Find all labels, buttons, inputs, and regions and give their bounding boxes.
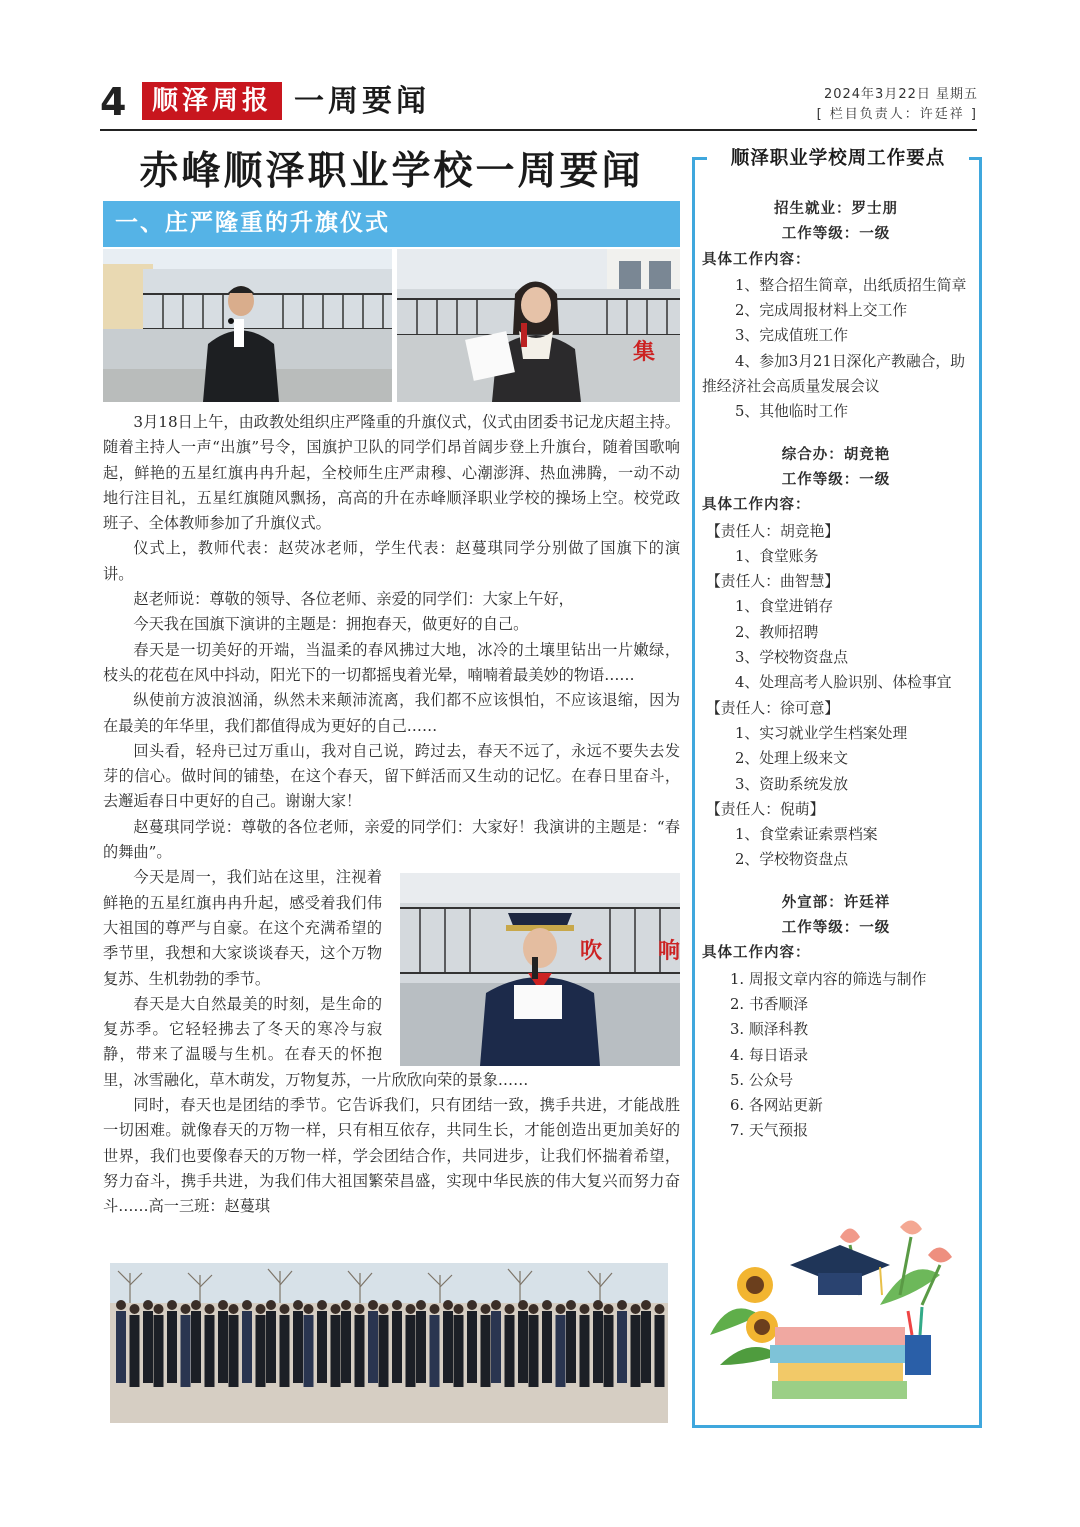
task-item: 5. 公众号 (730, 1071, 794, 1089)
books-and-flowers-illustration (700, 1215, 972, 1415)
article-paragraph: 纵使前方波浪汹涌，纵然未来颠沛流离，我们都不应该惧怕，不应该退缩，因为在最美的年华里，我们都值得成为更好的自己…… (103, 691, 680, 735)
svg-text:吹: 吹 (580, 939, 603, 964)
article-paragraph: 今天是周一，我们站在这里，注视着鲜艳的五星红旗冉冉升起，感受着我们伟大祖国的尊严与自豪。在这个充满希望的季节里，我想和大家谈谈春天，这个万物复苏、生机勃勃的季节。 (103, 868, 382, 988)
task-item: 2、完成周报材料上交工作 (735, 302, 908, 320)
task-item: 7. 天气预报 (730, 1122, 809, 1140)
responsible-person: 【责任人：胡竞艳】 (706, 522, 840, 540)
sidebar-title: 顺泽职业学校周工作要点 (730, 148, 946, 169)
task-item: 1、整合招生简章，出纸质招生简章 (735, 276, 967, 294)
dept-name: 招生就业：罗士朋 (774, 201, 898, 217)
responsible-person: 【责任人：曲智慧】 (706, 573, 840, 591)
article-paragraph: 春天是一切美好的开端，当温柔的春风拂过大地，冰冷的土壤里钻出一片嫩绿，枝头的花苞在风中抖动，阳光下的一切都摇曳着光晕，喃喃着最美妙的物语…… (103, 640, 680, 684)
article-paragraph: 回头看，轻舟已过万重山，我对自己说，跨过去，春天不远了，永远不要失去发芽的信心。做时间的铺垫，在这个春天，留下鲜活而又生动的记忆。在春日里奋斗，去邂逅春日中更好的自己。谢谢大家！ (103, 741, 680, 811)
work-level: 工作等级：一级 (781, 226, 891, 243)
responsible-person: 【责任人：徐可意】 (706, 699, 840, 717)
photo-student-uniform (400, 873, 680, 1066)
article-paragraph: 春天是大自然最美的时刻，是生命的复苏季。它轻轻拂去了冬天的寒冷与寂静，带来了温暖与生机。在春天的怀抱里，冰雪融化，草木萌发，万物复苏，一片欣欣向荣的景象…… (103, 994, 529, 1089)
dept-name: 综合办：胡竞艳 (781, 446, 891, 463)
page-number: 4 (100, 80, 127, 124)
work-level: 工作等级：一级 (781, 920, 891, 937)
content-label: 具体工作内容： (702, 497, 811, 514)
task-item: 4、参加3月21日深化产教融合，助推经济社会高质量发展会议 (702, 352, 966, 396)
task-item: 1、实习就业学生档案处理 (735, 724, 908, 742)
task-item: 6. 各网站更新 (730, 1097, 823, 1115)
column-editor: [ 栏目负责人：许廷祥 ] (816, 107, 978, 122)
page-title: 赤峰顺泽职业学校一周要闻 (139, 149, 644, 194)
task-item: 5、其他临时工作 (735, 403, 848, 421)
task-item: 3、完成值班工作 (735, 327, 848, 345)
task-item: 3、资助系统发放 (735, 775, 848, 793)
article-paragraph: 同时，春天也是团结的季节。它告诉我们，只有团结一致，携手共进，才能战胜一切困难。就像春天的万物一样，只有相互依存，共同生长，才能创造出更加美好的世界，我们也要像春天的万物一样，学会团结合作，共同进步，让我们怀揣着希望，努力奋斗，携手共进，为我们伟大祖国繁荣昌盛，实现中华民族的伟大复兴而努力奋斗……高一三班：赵蔓琪 (103, 1096, 680, 1216)
photo-teacher-speech (103, 249, 392, 402)
article-paragraph: 赵蔓琪同学说：尊敬的各位老师，亲爱的同学们：大家好！我演讲的主题是：“春的舞曲”。 (103, 817, 680, 862)
task-item: 1、食堂账务 (735, 547, 819, 565)
article-paragraph: 赵老师说：尊敬的领导、各位老师、亲爱的同学们：大家上午好， (133, 590, 574, 609)
task-item: 4、处理高考人脸识别、体检事宜 (735, 674, 952, 692)
task-item: 2. 书香顺泽 (730, 995, 809, 1013)
dept-name: 外宣部：许廷祥 (781, 894, 891, 911)
work-level: 工作等级：一级 (781, 471, 891, 488)
task-item: 2、处理上级来文 (735, 750, 848, 768)
newspaper-logo: 顺泽周报 (142, 82, 282, 120)
photo-student-speech (397, 249, 680, 402)
task-item: 3. 顺泽科教 (730, 1021, 809, 1039)
article-body (103, 410, 680, 1220)
section-title: 一周要闻 (294, 84, 430, 119)
header-divider (100, 129, 977, 131)
task-item: 1、食堂索证索票档案 (735, 826, 878, 844)
article-paragraph: 仪式上，教师代表：赵荧冰老师，学生代表：赵蔓琪同学分别做了国旗下的演讲。 (103, 539, 680, 583)
task-item: 1. 周报文章内容的筛选与制作 (730, 970, 927, 988)
article-paragraph: 今天我在国旗下演讲的主题是：拥抱春天，做更好的自己。 (133, 615, 529, 634)
task-item: 3、学校物资盘点 (735, 649, 848, 667)
photo-flag-ceremony-assembly (110, 1263, 668, 1423)
svg-text:响: 响 (658, 939, 680, 964)
task-item: 4. 每日语录 (730, 1046, 809, 1064)
issue-date: 2024年3月22日 星期五 (823, 87, 978, 102)
article-paragraph: 3月18日上午，由政教处组织庄严隆重的升旗仪式，仪式由团委书记龙庆超主持。随着主持人一声“出旗”号令，国旗护卫队的同学们昂首阔步登上升旗台，随着国歌响起，鲜艳的五星红旗冉冉升起，全校师生庄严肃穆、心潮澎湃、热血沸腾，一动不动地行注目礼，五星红旗随风飘扬，高高的升在赤峰顺泽职业学校的操场上空。校党政班子、全体教师参加了升旗仪式。 (103, 413, 680, 533)
task-item: 1、食堂进销存 (735, 598, 834, 616)
sidebar-content (702, 197, 970, 1144)
content-label: 具体工作内容： (702, 945, 811, 962)
task-item: 2、学校物资盘点 (735, 851, 848, 869)
section-heading: 一、庄严隆重的升旗仪式 (115, 210, 390, 236)
svg-text:集: 集 (633, 340, 656, 365)
responsible-person: 【责任人：倪萌】 (706, 800, 825, 818)
content-label: 具体工作内容： (702, 251, 811, 268)
task-item: 2、教师招聘 (735, 623, 819, 641)
